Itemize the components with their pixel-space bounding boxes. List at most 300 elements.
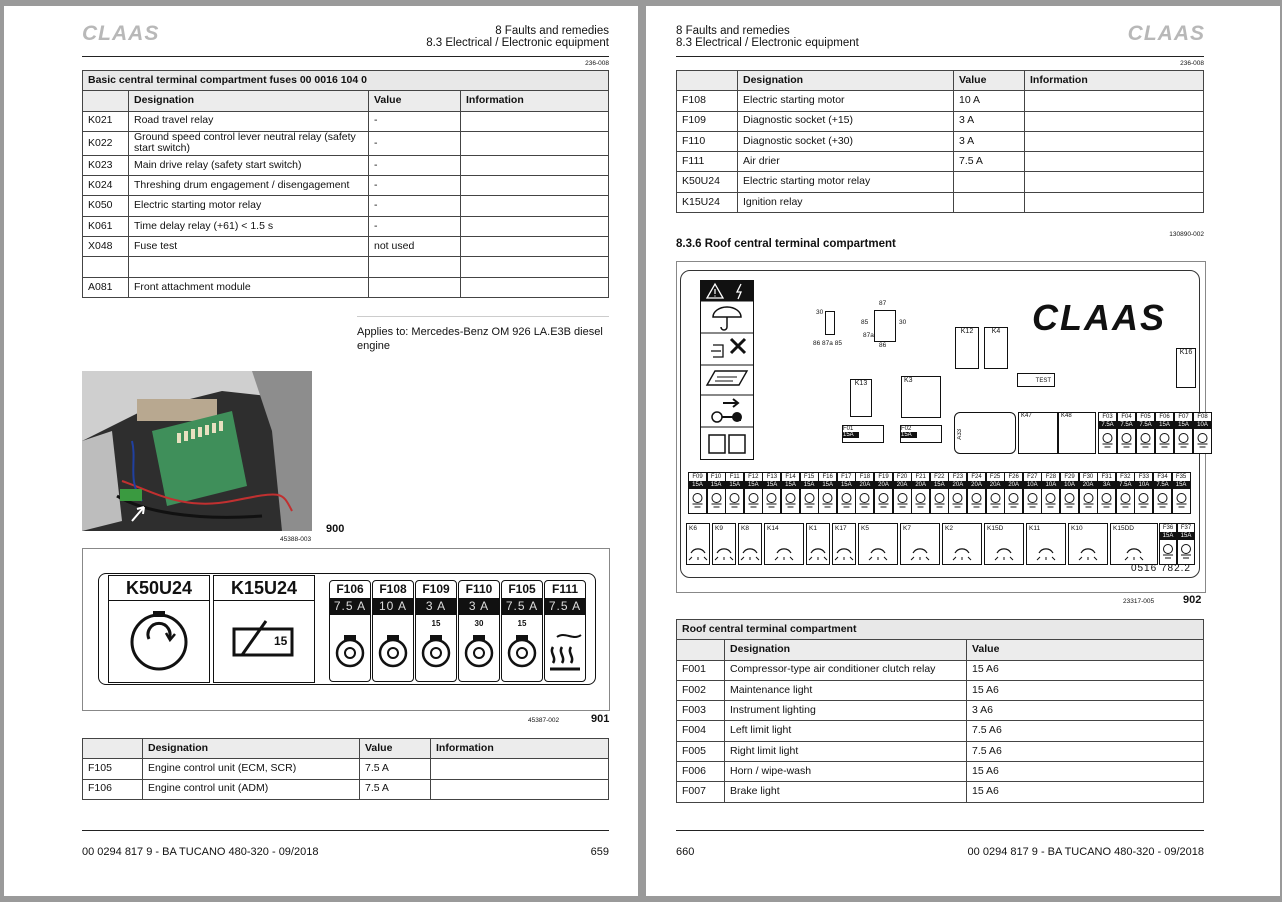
table-row	[677, 192, 1204, 212]
pin-body	[874, 310, 896, 342]
fuse-symbol-icon	[708, 489, 725, 509]
table-cell: -	[369, 131, 461, 155]
table-cell: Main drive relay (safety start switch)	[129, 155, 369, 175]
fuse-symbol-icon	[1080, 489, 1097, 509]
relay-A33: A33	[954, 412, 1016, 454]
fig901-code: 45387-002	[528, 717, 560, 724]
relay-K13: K13	[850, 379, 872, 417]
pin-label: 87a	[863, 332, 874, 339]
fuse-symbol-icon	[1175, 429, 1192, 449]
table-cell: 3 A	[954, 111, 1025, 131]
table-cell	[369, 277, 461, 297]
relay-symbol-icon	[1069, 533, 1107, 561]
fuse-rating: 7.5 A	[502, 598, 542, 615]
fuse-symbol-icon	[856, 489, 873, 509]
fuse-f07	[1174, 412, 1193, 454]
table-row	[677, 680, 1204, 700]
table-cell: Fuse test	[129, 237, 369, 257]
table-cell: Diagnostic socket (+15)	[738, 111, 954, 131]
table-row	[677, 131, 1204, 151]
engine-control-icon	[416, 629, 456, 677]
table-row	[83, 196, 609, 216]
relay-K48: K48	[1058, 412, 1096, 454]
fuse-symbol-icon	[1137, 429, 1154, 449]
relay-label: K1	[809, 525, 817, 532]
table-cell	[461, 155, 609, 175]
table-caption-row	[677, 620, 1204, 640]
table-cell	[461, 257, 609, 277]
table-row	[83, 176, 609, 196]
relay-K47: K47	[1018, 412, 1058, 454]
fuse-name: F30	[1082, 474, 1094, 480]
fuse-rating: 10A	[1194, 421, 1211, 429]
fuse-name: F37	[1180, 525, 1192, 531]
fuse-rating: 20A	[912, 481, 929, 489]
fuse-label-f110	[458, 580, 500, 682]
relay-k17	[832, 523, 856, 565]
fuse-name: F32	[1120, 474, 1131, 480]
fuse-name: F24	[971, 474, 982, 480]
table-cell: 7.5 A6	[967, 741, 1204, 761]
fuse-f37	[1177, 523, 1195, 565]
table-cell: 15 A6	[967, 680, 1204, 700]
table-header-row	[677, 71, 1204, 91]
fuse-symbol-icon	[838, 489, 855, 509]
table-row	[83, 155, 609, 175]
fuse-name: F08	[1197, 414, 1208, 420]
fuse-f18	[855, 472, 874, 514]
fuse-symbol-icon	[763, 489, 780, 509]
fuse-rating: 7.5A	[1117, 481, 1134, 489]
fuse-rating: 15A	[1178, 532, 1194, 540]
fuse-name: F23	[952, 474, 964, 480]
fuse-f24	[967, 472, 986, 514]
engine-fuse-table	[82, 738, 609, 800]
fuse-name: F19	[878, 474, 889, 480]
table-cell: K15U24	[677, 192, 738, 212]
claas-logo: CLAAS	[1127, 22, 1205, 45]
table-cell	[461, 216, 609, 236]
fuse-name: F110	[465, 582, 493, 596]
relay-symbol-icon	[765, 533, 803, 561]
fuse-name: F12	[748, 474, 759, 480]
table-row	[83, 216, 609, 236]
fig901-number: 901	[591, 713, 610, 725]
table-cell: Instrument lighting	[725, 701, 967, 721]
table-cell	[461, 237, 609, 257]
fuse-rating: 15A	[801, 481, 818, 489]
fuse-rating: 15A	[726, 481, 743, 489]
relay-label: K2	[945, 525, 953, 532]
relay-symbol-icon	[1027, 533, 1065, 561]
pin-label: 86	[879, 342, 887, 349]
right-page	[646, 6, 1280, 896]
table-cell: F001	[677, 660, 725, 680]
fuse-f12	[744, 472, 763, 514]
relay-k14	[764, 523, 804, 565]
pin-label: 30	[899, 319, 907, 326]
fuse-rating: 3A	[1098, 481, 1115, 489]
fig900-code: 45388-003	[280, 536, 312, 543]
fuse-symbol-icon	[949, 489, 966, 509]
table-cell	[461, 176, 609, 196]
fig902-code: 23317-005	[1123, 598, 1155, 605]
air-drier-heater-icon	[545, 629, 585, 677]
fuse-f21	[911, 472, 930, 514]
engine-control-icon	[373, 629, 413, 677]
engine-control-icon	[330, 629, 370, 677]
table-cell: Designation	[725, 640, 967, 660]
table-cell: -	[369, 196, 461, 216]
relay-k15dd	[1110, 523, 1158, 565]
fuse-symbol-icon	[1178, 540, 1194, 560]
relay-terminal: 15	[274, 634, 288, 648]
fuse-symbol-icon	[1118, 429, 1135, 449]
fuse-symbol-icon	[1156, 429, 1173, 449]
fuse-f05	[1136, 412, 1155, 454]
relay-label: K6	[689, 525, 697, 532]
fuse-symbol-icon	[1042, 489, 1059, 509]
fuse-f03	[1098, 412, 1117, 454]
fuse-f14	[781, 472, 800, 514]
fuse-f35	[1172, 472, 1191, 514]
fuse-rating: 20A	[949, 481, 966, 489]
relay-label: K50U24	[109, 576, 209, 601]
table-cell	[1025, 131, 1204, 151]
table-cell	[954, 192, 1025, 212]
fuse-symbol-icon	[1194, 429, 1211, 449]
roof-fuse-table	[676, 619, 1204, 803]
fuse-name: F109	[422, 582, 450, 596]
header-section: 8.3 Electrical / Electronic equipment	[426, 37, 609, 49]
table-cell	[461, 196, 609, 216]
fuse-symbol-icon	[1098, 489, 1115, 509]
table-cell: K021	[83, 111, 129, 131]
table-row	[677, 152, 1204, 172]
fuse-name: F34	[1157, 474, 1168, 480]
relay-k6	[686, 523, 710, 565]
table-row	[677, 782, 1204, 802]
relay-K15U24	[213, 575, 315, 683]
relay-k11	[1026, 523, 1066, 565]
engine-control-icon	[459, 629, 499, 677]
table-cell	[461, 131, 609, 155]
fuse-f25	[986, 472, 1005, 514]
roof-compartment-figure	[676, 261, 1206, 593]
table-cell	[1025, 111, 1204, 131]
fuse-rating: 3 A	[416, 598, 456, 615]
fuse-name: F35	[1175, 474, 1187, 480]
relay-k7	[900, 523, 940, 565]
fuse-name: F16	[822, 474, 833, 480]
relay-symbol-icon	[985, 533, 1023, 561]
table-row	[677, 91, 1204, 111]
table-cell: Electric starting motor relay	[129, 196, 369, 216]
relay-K50U24	[108, 575, 210, 683]
fuse-f09	[688, 472, 707, 514]
fuse-label-f111	[544, 580, 586, 682]
fuse-symbol-icon	[1160, 540, 1176, 560]
fuse-rating: 15A	[838, 481, 855, 489]
fuse-f31	[1097, 472, 1116, 514]
fuse-name: F09	[692, 474, 703, 480]
fuse-terminal: 15	[517, 619, 527, 628]
fuse-f15	[800, 472, 819, 514]
table-cell: 7.5 A	[360, 779, 431, 799]
fuse-symbol-icon	[1117, 489, 1134, 509]
ref-code-2: 130890-002	[1169, 231, 1204, 238]
table-cell: F105	[83, 759, 143, 779]
table-cell: Ground speed control lever neutral relay (safety start switch)	[129, 131, 369, 155]
fuse-rating: 15A	[819, 481, 836, 489]
table-cell	[83, 91, 129, 111]
fuse-f17	[837, 472, 856, 514]
page-number: 659	[590, 846, 609, 858]
relay-label: K7	[903, 525, 911, 532]
table-cell: Electric starting motor relay	[738, 172, 954, 192]
fuse-name: F29	[1064, 474, 1075, 480]
fuse-name: F26	[1008, 474, 1019, 480]
table-cell: 15 A6	[967, 782, 1204, 802]
table-cell: Front attachment module	[129, 277, 369, 297]
table-cell: Value	[954, 71, 1025, 91]
table-row	[83, 111, 609, 131]
relay-symbol-icon	[901, 533, 939, 561]
table-cell	[369, 257, 461, 277]
fuse-name: F11	[729, 474, 740, 480]
fuse-rating: 7.5A	[1118, 421, 1135, 429]
fuse-rating: 15A	[1156, 421, 1173, 429]
table-cell	[461, 111, 609, 131]
fuse-symbol-icon	[726, 489, 743, 509]
table-row	[83, 131, 609, 155]
fuse-symbol-icon	[782, 489, 799, 509]
table-cell: Designation	[143, 739, 360, 759]
fuse-f29	[1060, 472, 1079, 514]
fuse-symbol-icon	[1135, 489, 1152, 509]
relay-k15d	[984, 523, 1024, 565]
applies-to-note: Applies to: Mercedes-Benz OM 926 LA.E3B diesel engine	[357, 326, 603, 352]
relay-pin-diagram-a	[813, 309, 843, 349]
fuse-symbol-icon	[1154, 489, 1171, 509]
fuse-f16	[818, 472, 837, 514]
table-cell: F006	[677, 762, 725, 782]
fuse-rating: 7.5 A	[330, 598, 370, 615]
ref-code: 236-008	[585, 60, 609, 67]
table-cell: -	[369, 155, 461, 175]
relay-k5	[858, 523, 898, 565]
table-cell: K50U24	[677, 172, 738, 192]
table-header-row	[83, 91, 609, 111]
table-cell: Horn / wipe-wash	[725, 762, 967, 782]
applies-rule	[357, 316, 609, 317]
fuse-name: F21	[915, 474, 926, 480]
fuse-symbol-icon	[894, 489, 911, 509]
table-cell: -	[369, 216, 461, 236]
pin-label: 87	[879, 300, 887, 307]
header-rule	[82, 56, 609, 57]
relay-k9	[712, 523, 736, 565]
pin-label: 30	[816, 309, 824, 316]
symbol-column	[700, 280, 754, 460]
fuse-f23	[948, 472, 967, 514]
table-cell: F110	[677, 131, 738, 151]
table-cell: Engine control unit (ADM)	[143, 779, 360, 799]
fuse-name: F10	[710, 474, 722, 480]
fuse-f13	[762, 472, 781, 514]
fuse-label-f106	[329, 580, 371, 682]
fuse-f06	[1155, 412, 1174, 454]
ignition-relay-icon	[214, 601, 314, 681]
table-cell: F004	[677, 721, 725, 741]
fuse-rating: 7.5 A	[545, 598, 585, 615]
fuse-name: F03	[1102, 414, 1113, 420]
relay-label: K17	[835, 525, 847, 532]
relay-symbol-icon	[739, 533, 761, 561]
fuse-symbol-icon	[912, 489, 929, 509]
table-cell: Road travel relay	[129, 111, 369, 131]
fuse-name: F22	[934, 474, 945, 480]
relay-symbol-icon	[943, 533, 981, 561]
fuse-symbol-icon	[1061, 489, 1078, 509]
table-cell	[1025, 172, 1204, 192]
fuse-rating: 15A	[763, 481, 780, 489]
fuse-table	[82, 70, 609, 298]
relay-symbol-icon	[687, 533, 709, 561]
table-cell: Basic central terminal compartment fuses 00 0016 104 0	[83, 71, 609, 91]
fuse-symbol-icon	[875, 489, 892, 509]
fuse-name: F33	[1138, 474, 1150, 480]
left-page	[4, 6, 638, 896]
fuse-name: F36	[1162, 525, 1174, 531]
starter-motor-icon	[109, 601, 209, 681]
fuse-symbol-icon	[1024, 489, 1041, 509]
footer-doc: 00 0294 817 9 - BA TUCANO 480-320 - 09/2018	[967, 846, 1204, 858]
relay-K4: K4	[984, 327, 1008, 369]
starter-fuse-table	[676, 70, 1204, 213]
fuse-symbol-icon	[968, 489, 985, 509]
fuse-symbol-icon	[1099, 429, 1116, 449]
relay-symbol-icon	[1111, 533, 1157, 561]
table-cell: 10 A	[954, 91, 1025, 111]
fuse-f27	[1023, 472, 1042, 514]
table-cell: Value	[967, 640, 1204, 660]
relay-symbol-icon	[833, 533, 855, 561]
fuse-name: F14	[785, 474, 796, 480]
fuse-terminal	[330, 618, 370, 629]
fuse-name: F07	[1178, 414, 1189, 420]
fuse-rating: 10A	[1061, 481, 1078, 489]
fuse-f10	[707, 472, 726, 514]
table-cell: Compressor-type air conditioner clutch relay	[725, 660, 967, 680]
table-row	[83, 277, 609, 297]
header-chapter: 8 Faults and remedies	[495, 25, 609, 37]
fuse-symbol-icon	[745, 489, 762, 509]
fuse-terminal: 30	[474, 619, 484, 628]
relay-K3: K3	[901, 376, 941, 418]
fuse-name: F13	[766, 474, 778, 480]
table-cell: K050	[83, 196, 129, 216]
table-row	[677, 741, 1204, 761]
fuse-name: F25	[989, 474, 1001, 480]
table-cell: F106	[83, 779, 143, 799]
relay-symbol-icon	[807, 533, 829, 561]
footer-rule	[82, 830, 609, 831]
header-section: 8.3 Electrical / Electronic equipment	[676, 37, 859, 49]
page-number: 660	[676, 846, 695, 858]
fuse-F01: F01 15A	[842, 425, 884, 443]
fuse-label-figure	[82, 548, 610, 711]
fuse-label-f105	[501, 580, 543, 682]
table-cell: -	[369, 176, 461, 196]
fuse-rating: 7.5A	[1137, 421, 1154, 429]
relay-label: K9	[715, 525, 723, 532]
fuse-rating: 7.5A	[1099, 421, 1116, 429]
fuse-symbol-icon	[689, 489, 706, 509]
relay-k1	[806, 523, 830, 565]
relay-label: K14	[767, 525, 779, 532]
table-cell: K061	[83, 216, 129, 236]
relay-label: K5	[861, 525, 869, 532]
fuse-name: F17	[841, 474, 852, 480]
table-cell	[1025, 192, 1204, 212]
fuse-f08	[1193, 412, 1212, 454]
fuse-rating: 10A	[1024, 481, 1041, 489]
fuse-rating: 20A	[856, 481, 873, 489]
fuse-f20	[893, 472, 912, 514]
fuse-name: F31	[1101, 474, 1112, 480]
fuse-f04	[1117, 412, 1136, 454]
header-rule	[676, 56, 1204, 57]
table-row	[677, 660, 1204, 680]
table-cell: Designation	[129, 91, 369, 111]
table-cell: F111	[677, 152, 738, 172]
fuse-name: F111	[551, 582, 579, 596]
table-cell: A081	[83, 277, 129, 297]
fuse-rating: 20A	[1005, 481, 1022, 489]
table-cell: Air drier	[738, 152, 954, 172]
relay-label: K8	[741, 525, 749, 532]
relay-k8	[738, 523, 762, 565]
section-title: 8.3.6 Roof central terminal compartment	[676, 238, 896, 250]
table-cell: -	[369, 111, 461, 131]
fuse-rating: 10A	[1135, 481, 1152, 489]
table-cell: Maintenance light	[725, 680, 967, 700]
fuse-rating: 15A	[745, 481, 762, 489]
fuse-name: F15	[803, 474, 815, 480]
table-row	[677, 701, 1204, 721]
fuse-symbol-icon	[1005, 489, 1022, 509]
footer-doc: 00 0294 817 9 - BA TUCANO 480-320 - 09/2018	[82, 846, 319, 858]
claas-logo: CLAAS	[82, 22, 160, 45]
table-cell	[83, 257, 129, 277]
table-row	[677, 111, 1204, 131]
fuse-f33	[1134, 472, 1153, 514]
table-cell: Information	[431, 739, 609, 759]
table-header-row	[83, 739, 609, 759]
fuse-rating: 20A	[987, 481, 1004, 489]
fuse-rating: 20A	[875, 481, 892, 489]
fuse-name: F18	[859, 474, 871, 480]
fuse-rating: 15A	[782, 481, 799, 489]
panel-part-number: 0516 782.2	[1130, 563, 1191, 574]
table-header-row	[677, 640, 1204, 660]
fuse-F02: F02 15A	[900, 425, 942, 443]
symbol-icons	[701, 281, 753, 459]
table-cell	[431, 759, 609, 779]
table-cell: F108	[677, 91, 738, 111]
fuse-f34	[1153, 472, 1172, 514]
